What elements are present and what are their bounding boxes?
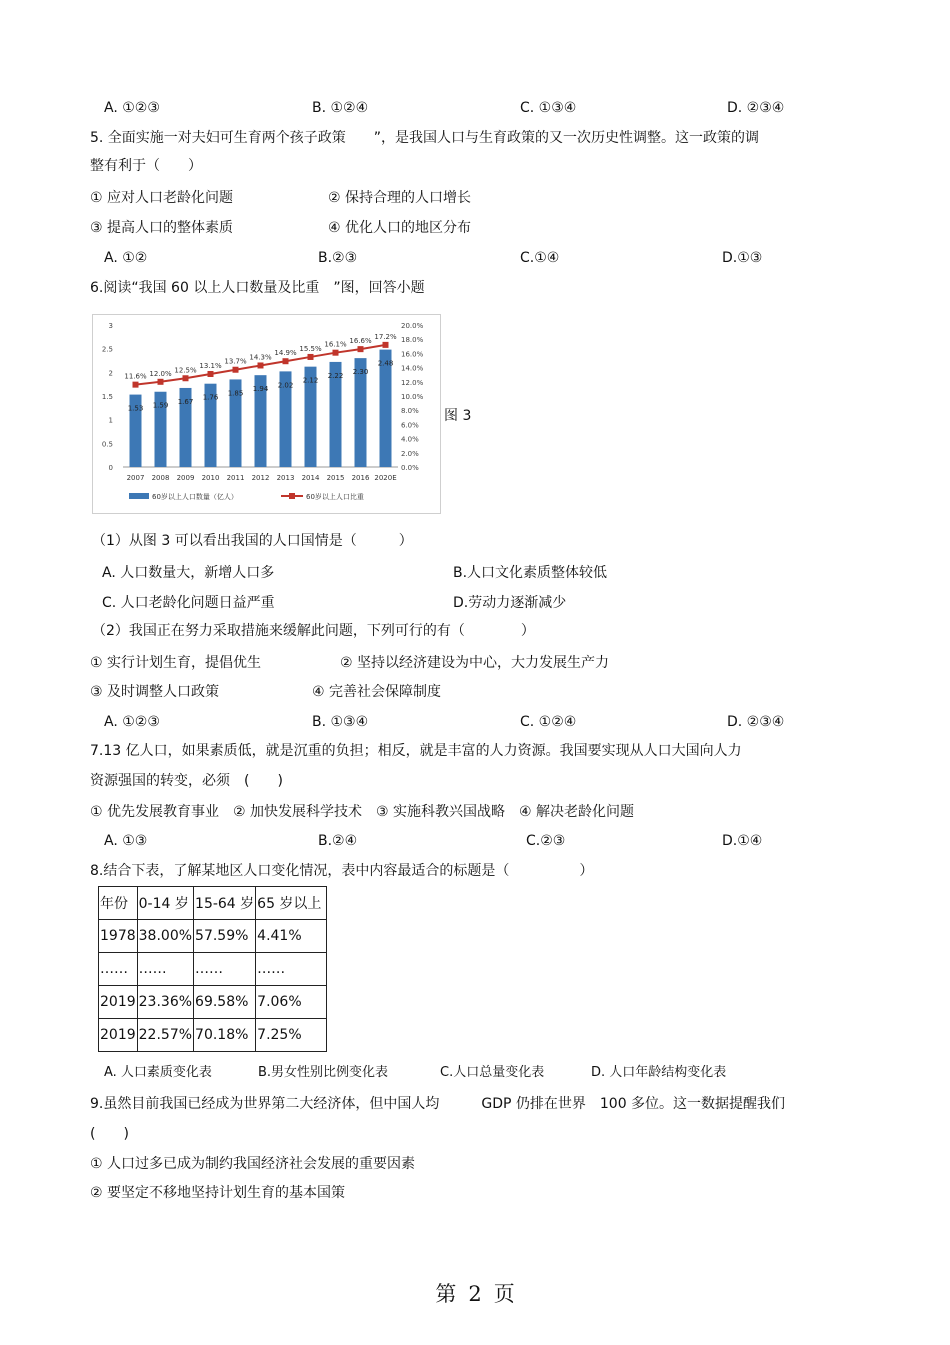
y-right-tick-label: 4.0% — [401, 435, 419, 444]
ratio-value-label: 11.6% — [124, 372, 147, 381]
ratio-marker — [258, 362, 264, 368]
table-cell: 69.58% — [194, 986, 256, 1019]
page-suffix: 页 — [493, 1282, 515, 1306]
x-tick-label: 2016 — [351, 474, 370, 482]
table-header-cell: 15-64 岁 — [194, 887, 256, 920]
y-left-tick-label: 2.5 — [101, 345, 113, 354]
bar-value-label: 1.94 — [252, 385, 269, 394]
q5-item-3: ③ 提高人口的整体素质 — [90, 220, 234, 236]
table-cell: …… — [99, 953, 138, 986]
table-header-cell: 0-14 岁 — [137, 887, 193, 920]
table-cell: 38.00% — [137, 920, 193, 953]
x-tick-label: 2015 — [326, 474, 345, 482]
ratio-value-label: 13.1% — [199, 361, 222, 370]
population-age-table — [98, 886, 327, 1052]
q6-sub1-option-d: D.劳动力逐渐减少 — [453, 595, 567, 611]
y-left-tick-label: 3 — [108, 322, 113, 330]
q7-stem-line1: 7.13 亿人口，如果素质低，就是沉重的负担；相反，就是丰富的人力资源。我国要实现从人口大国向人力 — [90, 743, 742, 759]
y-right-tick-label: 18.0% — [401, 336, 424, 345]
y-left-tick-label: 0.5 — [101, 440, 113, 449]
bar-value-label: 2.12 — [302, 376, 319, 385]
bar-value-label: 2.48 — [377, 359, 394, 368]
q6-sub2-item-4: ④ 完善社会保障制度 — [312, 684, 442, 700]
ratio-value-label: 14.9% — [274, 349, 297, 358]
x-tick-label: 2007 — [126, 474, 145, 482]
ratio-marker — [158, 379, 164, 385]
table-cell: 1978 — [99, 920, 138, 953]
ratio-value-label: 16.6% — [349, 337, 372, 346]
table-cell: 57.59% — [194, 920, 256, 953]
ratio-value-label: 15.5% — [299, 344, 322, 353]
page-number: 2 — [468, 1282, 482, 1306]
ratio-value-label: 16.1% — [324, 340, 347, 349]
table-cell: 22.57% — [137, 1019, 193, 1052]
q7-items: ① 优先发展教育事业 ② 加快发展科学技术 ③ 实施科教兴国战略 ④ 解决老龄化问题 — [90, 804, 635, 820]
q8-option-b: B.男女性别比例变化表 — [258, 1065, 389, 1080]
q5-stem-line1: 5. 全面实施一对夫妇可生育两个孩子政策 ”，是我国人口与生育政策的又一次历史性调整。这一政策的调 — [90, 130, 760, 146]
q8-stem: 8.结合下表，了解某地区人口变化情况，表中内容最适合的标题是（ ） — [90, 863, 594, 879]
table-header-cell: 年份 — [99, 887, 138, 920]
q9-item-1: ① 人口过多已成为制约我国经济社会发展的重要因素 — [90, 1156, 415, 1172]
y-right-tick-label: 2.0% — [401, 449, 419, 458]
table-cell: …… — [256, 953, 327, 986]
q6-sub1-stem: （1）从图 3 可以看出我国的人口国情是（ ） — [92, 533, 413, 549]
table-row — [99, 1019, 327, 1052]
q6-sub2-item-1: ① 实行计划生育，提倡优生 — [90, 655, 262, 671]
y-left-tick-label: 1 — [108, 416, 113, 425]
ratio-marker — [208, 371, 214, 377]
x-tick-label: 2013 — [276, 474, 295, 482]
q4-option-c: C. ①③④ — [520, 100, 577, 116]
legend-line-marker — [289, 493, 295, 499]
bar-value-label: 2.02 — [277, 381, 294, 390]
page-footer — [0, 1278, 950, 1308]
legend-bar-swatch — [129, 493, 149, 499]
q6-sub2-option-c: C. ①②④ — [520, 714, 577, 730]
population-chart-svg — [93, 315, 440, 513]
q7-stem-line2: 资源强国的转变，必须 ( ) — [90, 773, 283, 789]
q7-option-d: D.①④ — [722, 833, 763, 849]
bar-value-label: 1.67 — [177, 397, 194, 406]
y-left-tick-label: 0 — [108, 464, 113, 472]
x-tick-label: 2014 — [301, 474, 320, 482]
legend-line-label: 60岁以上人口比重 — [306, 493, 364, 501]
y-left-tick-label: 2 — [108, 369, 113, 378]
q7-option-a: A. ①③ — [104, 833, 148, 849]
x-tick-label: 2012 — [251, 474, 270, 482]
table-cell: 2019 — [99, 1019, 138, 1052]
q5-stem-line2: 整有利于（ ） — [90, 158, 202, 174]
q5-item-1: ① 应对人口老龄化问题 — [90, 190, 234, 206]
q6-stem: 6.阅读“我国 60 以上人口数量及比重 ”图，回答小题 — [90, 280, 425, 296]
q9-stem-line2: ( ) — [90, 1126, 129, 1142]
ratio-marker — [233, 367, 239, 373]
y-right-tick-label: 8.0% — [401, 407, 419, 416]
page-prefix: 第 — [435, 1282, 457, 1306]
y-right-tick-label: 12.0% — [401, 378, 424, 387]
ratio-value-label: 12.5% — [174, 366, 197, 375]
table-row — [99, 953, 327, 986]
x-tick-label: 2020E — [374, 474, 397, 482]
q6-sub2-stem: （2）我国正在努力采取措施来缓解此问题，下列可行的有（ ） — [92, 623, 535, 639]
legend-bar-label: 60岁以上人口数量（亿人） — [152, 493, 238, 501]
figure-label: 图 3 — [444, 408, 472, 424]
q6-sub2-item-3: ③ 及时调整人口政策 — [90, 684, 220, 700]
table-cell: 23.36% — [137, 986, 193, 1019]
y-right-tick-label: 20.0% — [401, 322, 424, 330]
q6-sub1-option-c: C. 人口老龄化问题日益严重 — [102, 595, 275, 611]
q6-sub1-option-b: B.人口文化素质整体较低 — [453, 565, 608, 581]
q8-option-d: D. 人口年龄结构变化表 — [591, 1065, 727, 1080]
ratio-marker — [133, 382, 139, 388]
table-cell: 7.06% — [256, 986, 327, 1019]
table-row — [99, 920, 327, 953]
table-cell: …… — [194, 953, 256, 986]
bar-value-label: 1.59 — [152, 401, 169, 410]
table-cell: 4.41% — [256, 920, 327, 953]
y-right-tick-label: 16.0% — [401, 350, 424, 359]
y-right-tick-label: 10.0% — [401, 393, 424, 401]
ratio-marker — [183, 375, 189, 381]
q6-sub2-option-b: B. ①③④ — [312, 714, 369, 730]
ratio-marker — [333, 350, 339, 356]
table-cell: 70.18% — [194, 1019, 256, 1052]
ratio-marker — [308, 354, 314, 360]
ratio-value-label: 17.2% — [374, 332, 397, 341]
q4-option-a: A. ①②③ — [104, 100, 160, 116]
ratio-value-label: 12.0% — [149, 369, 172, 378]
q6-sub2-item-2: ② 坚持以经济建设为中心，大力发展生产力 — [340, 655, 609, 671]
q7-option-c: C.②③ — [526, 833, 566, 849]
q9-item-2: ② 要坚定不移地坚持计划生育的基本国策 — [90, 1185, 345, 1201]
q5-option-b: B.②③ — [318, 250, 358, 266]
q7-option-b: B.②④ — [318, 833, 358, 849]
q5-item-2: ② 保持合理的人口增长 — [328, 190, 472, 206]
table-row — [99, 986, 327, 1019]
bar-value-label: 1.53 — [127, 404, 144, 413]
q5-option-c: C.①④ — [520, 250, 560, 266]
q8-option-c: C.人口总量变化表 — [440, 1065, 545, 1080]
ratio-marker — [383, 342, 389, 348]
q5-option-d: D.①③ — [722, 250, 763, 266]
bar-value-label: 2.22 — [327, 371, 344, 380]
x-tick-label: 2010 — [201, 474, 220, 482]
bar-value-label: 1.76 — [202, 393, 219, 402]
x-tick-label: 2009 — [176, 474, 195, 482]
ratio-value-label: 13.7% — [224, 357, 247, 366]
ratio-value-label: 14.3% — [249, 353, 272, 362]
bar-value-label: 2.30 — [352, 368, 369, 377]
q9-stem-line1: 9.虽然目前我国已经成为世界第二大经济体，但中国人均 GDP 仍排在世界 100 多位。这一数据提醒我们 — [90, 1096, 786, 1112]
x-tick-label: 2011 — [226, 474, 245, 482]
y-left-tick-label: 1.5 — [101, 393, 113, 401]
table-header-row — [99, 887, 327, 920]
ratio-marker — [283, 358, 289, 364]
q4-option-b: B. ①②④ — [312, 100, 369, 116]
x-tick-label: 2008 — [151, 474, 170, 482]
table-header-cell: 65 岁以上 — [256, 887, 327, 920]
q4-option-d: D. ②③④ — [727, 100, 785, 116]
y-right-tick-label: 14.0% — [401, 364, 424, 373]
y-right-tick-label: 6.0% — [401, 421, 419, 430]
q6-sub1-option-a: A. 人口数量大，新增人口多 — [102, 565, 275, 581]
q5-option-a: A. ①② — [104, 250, 148, 266]
y-right-tick-label: 0.0% — [401, 464, 419, 472]
q8-option-a: A. 人口素质变化表 — [104, 1065, 212, 1080]
q6-sub2-option-d: D. ②③④ — [727, 714, 785, 730]
table-cell: 7.25% — [256, 1019, 327, 1052]
q6-sub2-option-a: A. ①②③ — [104, 714, 160, 730]
table-cell: 2019 — [99, 986, 138, 1019]
population-chart — [92, 314, 441, 514]
q5-item-4: ④ 优化人口的地区分布 — [328, 220, 472, 236]
bar-value-label: 1.85 — [227, 389, 244, 398]
ratio-marker — [358, 346, 364, 352]
table-cell: …… — [137, 953, 193, 986]
